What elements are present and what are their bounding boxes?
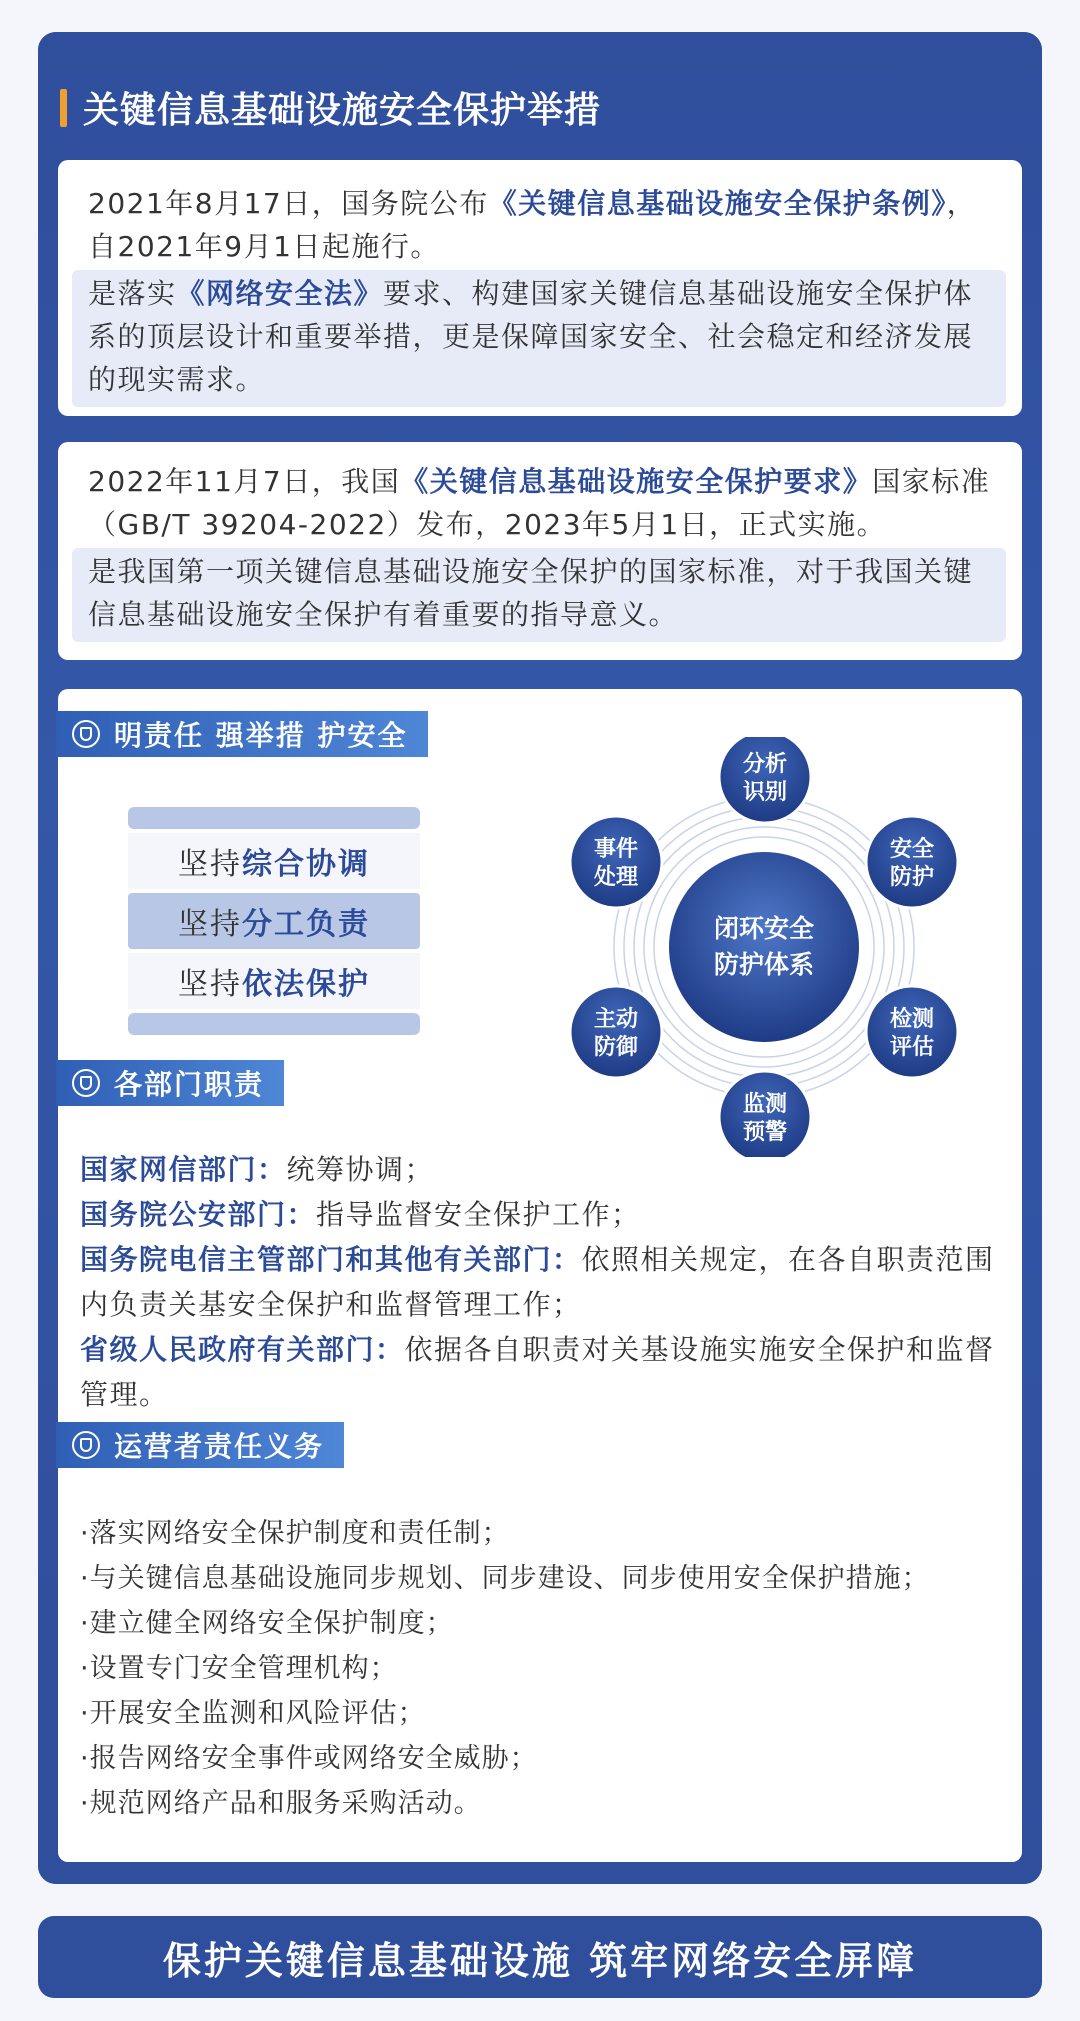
node-label: 防护 [889,865,935,890]
highlight-text: 要求、构建国家关键信息基础设施安全保护体系的顶层设计和重要举措，更是保障国家安全、社会稳定和经济发展的现实需求。 [88,277,974,396]
shield-icon [72,1431,100,1459]
highlight-text: 是我国第一项关键信息基础设施安全保护的国家标准，对于我国关键信息基础设施安全保护有着重要的指导意义。 [88,555,974,631]
principle-key: 依法保护 [242,967,370,1002]
list-item: ·与关键信息基础设施同步规划、同步建设、同步使用安全保护措施； [80,1563,930,1594]
center-circle [669,852,859,1042]
highlight-prefix: 是落实 [88,277,177,310]
details-card [58,689,1022,1862]
regulation-highlight [72,270,1006,407]
standard-intro [88,460,994,546]
principle-row [128,833,420,889]
principle-prefix: 坚持 [178,907,242,942]
shield-icon [72,720,100,748]
node-protection [866,816,958,908]
node-label: 事件 [593,837,639,862]
section-tag-measures [56,711,428,757]
center-label-1: 闭环安全 [713,914,815,943]
department-desc: 统筹协调； [286,1153,435,1186]
node-label: 分析 [742,752,788,777]
department-name: 国家网信部门： [80,1153,287,1186]
department-list [80,1147,1010,1417]
principle-row [128,953,420,1009]
title-accent-bar [60,89,67,127]
shield-icon [72,1069,100,1097]
node-active-defense [570,986,662,1078]
department-name: 国务院公安部门： [80,1198,317,1231]
regulation-name: 《关键信息基础设施安全保护条例》 [488,187,947,220]
section-tag-operators [56,1422,344,1468]
list-item: ·规范网络产品和服务采购活动。 [80,1788,482,1819]
stack-top-edge [128,807,420,829]
list-item: ·设置专门安全管理机构； [80,1653,398,1684]
list-item: ·建立健全网络安全保护制度； [80,1608,454,1639]
list-item: ·报告网络安全事件或网络安全威胁； [80,1743,538,1774]
standard-highlight [72,548,1006,642]
node-label: 识别 [742,780,788,805]
node-label: 评估 [889,1035,935,1060]
principle-row [128,893,420,949]
node-assessment [866,986,958,1078]
section-tag-label: 各部门职责 [114,1068,265,1101]
intro-text: 2021年8月17日，国务院公布 [88,187,489,220]
footer-slogan: 保护关键信息基础设施 筑牢网络安全屏障 [162,1938,918,1983]
department-item [80,1327,1010,1417]
department-desc: 依照相关规定，在各自职责范围内负责关基安全保护和监督管理工作； [80,1243,995,1321]
node-label: 处理 [593,865,639,890]
page-title-text: 关键信息基础设施安全保护举措 [83,90,602,131]
department-item [80,1237,1010,1327]
node-label: 预警 [742,1120,788,1145]
intro-text: 2022年11月7日，我国 [88,465,401,498]
standard-card [58,442,1022,660]
law-name: 《网络安全法》 [176,277,384,310]
section-tag-label: 运营者责任义务 [114,1430,325,1463]
principle-prefix: 坚持 [178,967,242,1002]
main-panel [38,32,1042,1884]
regulation-card [58,160,1022,416]
principle-key: 分工负责 [242,907,370,942]
center-label-2: 防护体系 [713,950,815,979]
node-incident [570,816,662,908]
department-name: 省级人民政府有关部门： [80,1333,405,1366]
principle-prefix: 坚持 [178,847,242,882]
footer-banner [38,1916,1042,1998]
list-item: ·开展安全监测和风险评估； [80,1698,426,1729]
section-tag-departments [56,1060,284,1106]
section-tag-label: 明责任 强举措 护安全 [114,719,408,752]
stack-bottom-edge [128,1013,420,1035]
node-label: 主动 [593,1007,639,1032]
department-item [80,1147,1010,1192]
intro-suffix: ，自2021年9月1日起施行。 [88,187,977,263]
list-item: ·落实网络安全保护制度和责任制； [80,1518,510,1549]
page-title [60,82,601,133]
department-name: 国务院电信主管部门和其他有关部门： [80,1243,582,1276]
principle-key: 综合协调 [242,847,370,882]
department-desc: 依据各自职责对关基设施实施安全保护和监督管理。 [80,1333,995,1411]
department-item [80,1192,1010,1237]
node-label: 检测 [889,1007,935,1032]
closed-loop-diagram [554,737,974,1157]
operator-duty-list [80,1511,1010,1826]
standard-name: 《关键信息基础设施安全保护要求》 [400,465,873,498]
node-label: 监测 [742,1092,788,1117]
node-label: 安全 [889,837,935,862]
principles-stack [128,807,420,1035]
intro-suffix: 国家标准（GB/T 39204-2022）发布，2023年5月1日，正式实施。 [88,465,991,541]
regulation-intro [88,182,994,268]
department-desc: 指导监督安全保护工作； [316,1198,641,1231]
node-label: 防御 [593,1035,639,1060]
